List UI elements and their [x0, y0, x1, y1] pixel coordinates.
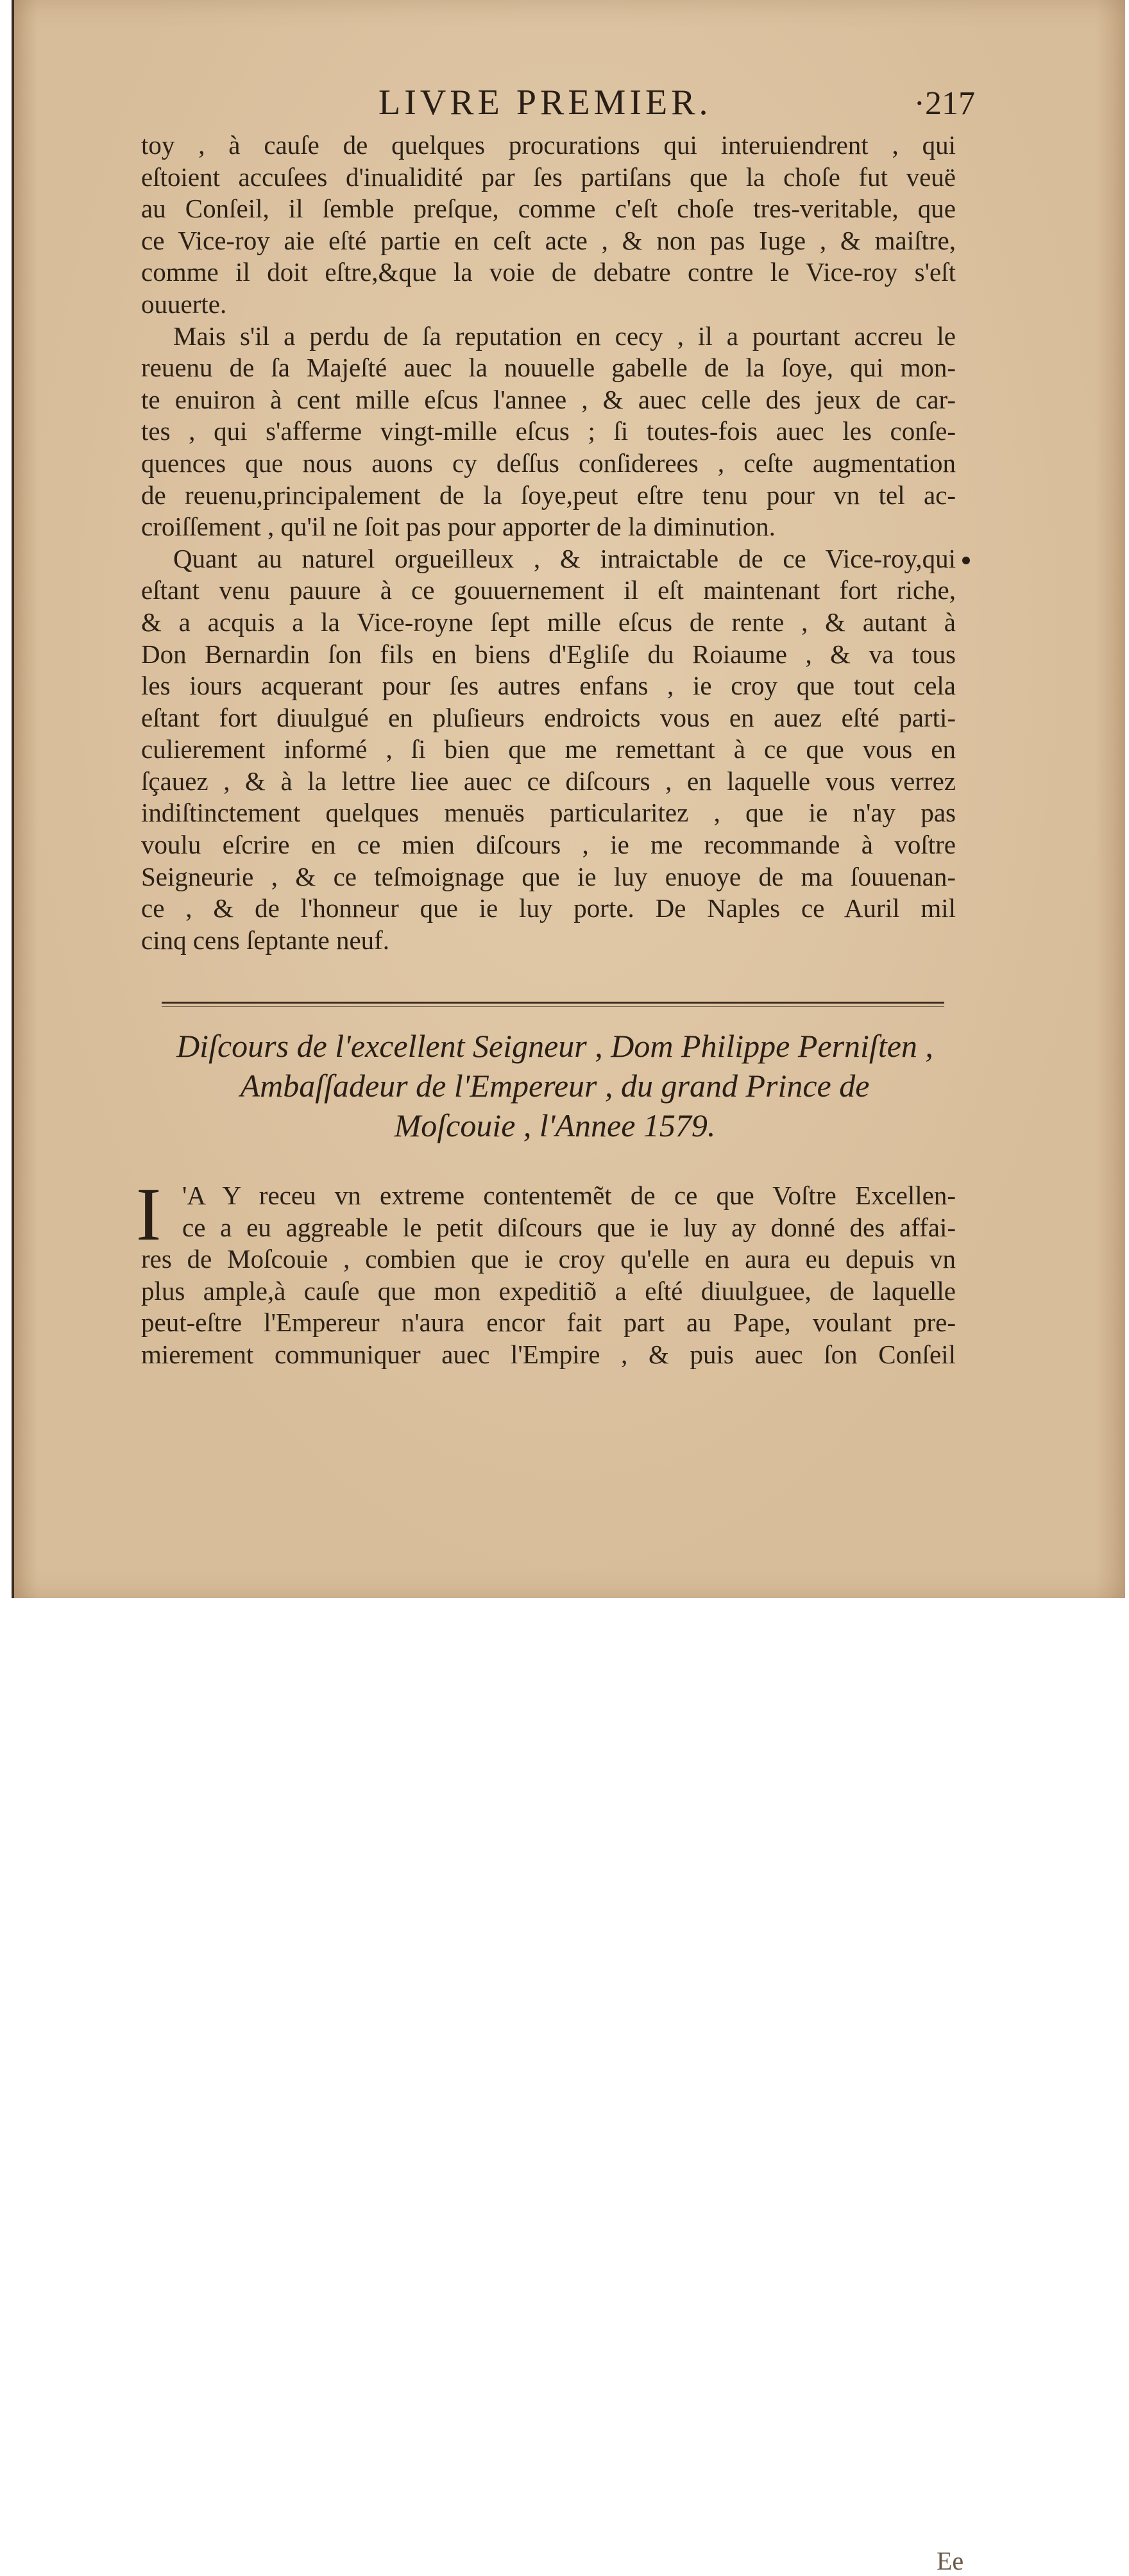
text-line: voulu eſcrire en ce mien diſcours , ie me recommande à voſtre — [141, 830, 956, 860]
title-line: Diſcours de l'excellent Seigneur , Dom Philippe Perniſten , — [176, 1028, 933, 1064]
text-line: eſtant venu pauure à ce gouuernement il eſt maintenant fort riche, — [141, 575, 956, 605]
text-line: eſtoient accuſees d'inualidité par ſes partiſans que la choſe fut veuë — [141, 162, 956, 192]
drop-cap: I — [136, 1172, 162, 1256]
catchword: Ee — [937, 2547, 964, 2575]
text-line: culierement informé , ſi bien que me remettant à ce que vous en — [141, 734, 956, 764]
text-line: Don Bernardin ſon fils en biens d'Egliſe du Roiaume , & va tous — [141, 639, 956, 669]
discourse-text — [136, 1172, 964, 2575]
page-header — [359, 82, 975, 127]
text-line: 'A Y receu vn extreme contentemẽt de ce que Voſtre Excellen- — [182, 1181, 956, 1210]
text-line: & a acquis a la Vice-royne ſept mille eſcus de rente , & autant à — [141, 607, 956, 637]
running-head: LIVRE PREMIER. — [378, 83, 712, 122]
text-line: Seigneurie , & ce teſmoignage que ie luy enuoye de ma ſouuenan- — [141, 861, 956, 891]
text-line: Mais s'il a perdu de ſa reputation en cecy , il a pourtant accreu le — [173, 321, 956, 351]
text-line: ce , & de l'honneur que ie luy porte. De Naples ce Auril mil — [141, 893, 956, 923]
text-line: res de Moſcouie , combien que ie croy qu'elle en aura eu depuis vn — [141, 1244, 956, 1274]
text-line: te enuiron à cent mille eſcus l'annee , & auec celle des jeux de car- — [141, 384, 956, 414]
text-line: tes , qui s'afferme vingt-mille eſcus ; ſi toutes-fois auec les conſe- — [141, 416, 956, 446]
text-line: eſtant fort diuulgué en pluſieurs endroicts vous en auez eſté parti- — [141, 702, 956, 732]
text-line: croiſſement , qu'il ne ſoit pas pour apporter de la diminution. — [141, 512, 776, 542]
text-line: mierement communiquer auec l'Empire , & puis auec ſon Conſeil — [141, 1339, 956, 1369]
text-line: ce Vice-roy aie eſté partie en ceſt acte , & non pas Iuge , & maiſtre, — [141, 225, 956, 255]
text-line: au Conſeil, il ſemble preſque, comme c'eſt choſe tres-veritable, que — [141, 194, 956, 224]
text-line: de reuenu,principalement de la ſoye,peut eſtre tenu pour vn tel ac- — [141, 480, 956, 510]
title-line: Moſcouie , l'Annee 1579. — [394, 1107, 716, 1143]
body-text — [141, 130, 956, 956]
text-line: peut-eſtre l'Empereur n'aura encor fait part au Pape, voulant pre- — [141, 1308, 956, 1338]
text-line: ſçauez , & à la lettre liee auec ce diſcours , en laquelle vous verrez — [141, 766, 956, 796]
title-line: Ambaſſadeur de l'Empereur , du grand Prince de — [240, 1068, 870, 1104]
text-line: quences que nous auons cy deſſus conſiderees , ceſte augmentation — [141, 448, 956, 478]
text-line: cinq cens ſeptante neuf. — [141, 925, 390, 955]
text-line: toy , à cauſe de quelques procurations qui interuiendrent , qui — [141, 130, 956, 160]
margin-dot-mark — [962, 557, 970, 564]
page-number: ·217 — [913, 85, 975, 122]
section-divider — [162, 1002, 944, 1004]
text-line: ce a eu aggreable le petit diſcours que ie luy ay donné des affai- — [182, 1212, 956, 1242]
text-line: indiſtinctement quelques menuës particularitez , que ie n'ay pas — [141, 798, 956, 828]
text-line: Quant au naturel orgueilleux , & intraictable de ce Vice-roy,qui — [173, 543, 956, 573]
text-line: plus ample,à cauſe que mon expeditiõ a eſté diuulguee, de laquelle — [141, 1275, 956, 1306]
section-title — [154, 1026, 956, 1145]
text-line: ouuerte. — [141, 289, 227, 319]
text-line: les iours acquerant pour ſes autres enfans , ie croy que tout cela — [141, 671, 956, 701]
text-line: comme il doit eſtre,&que la voie de debatre contre le Vice-roy s'eſt — [141, 257, 956, 287]
binding-edge — [12, 0, 14, 1598]
text-line: reuenu de ſa Majeſté auec la nouuelle gabelle de la ſoye, qui mon- — [141, 353, 956, 383]
